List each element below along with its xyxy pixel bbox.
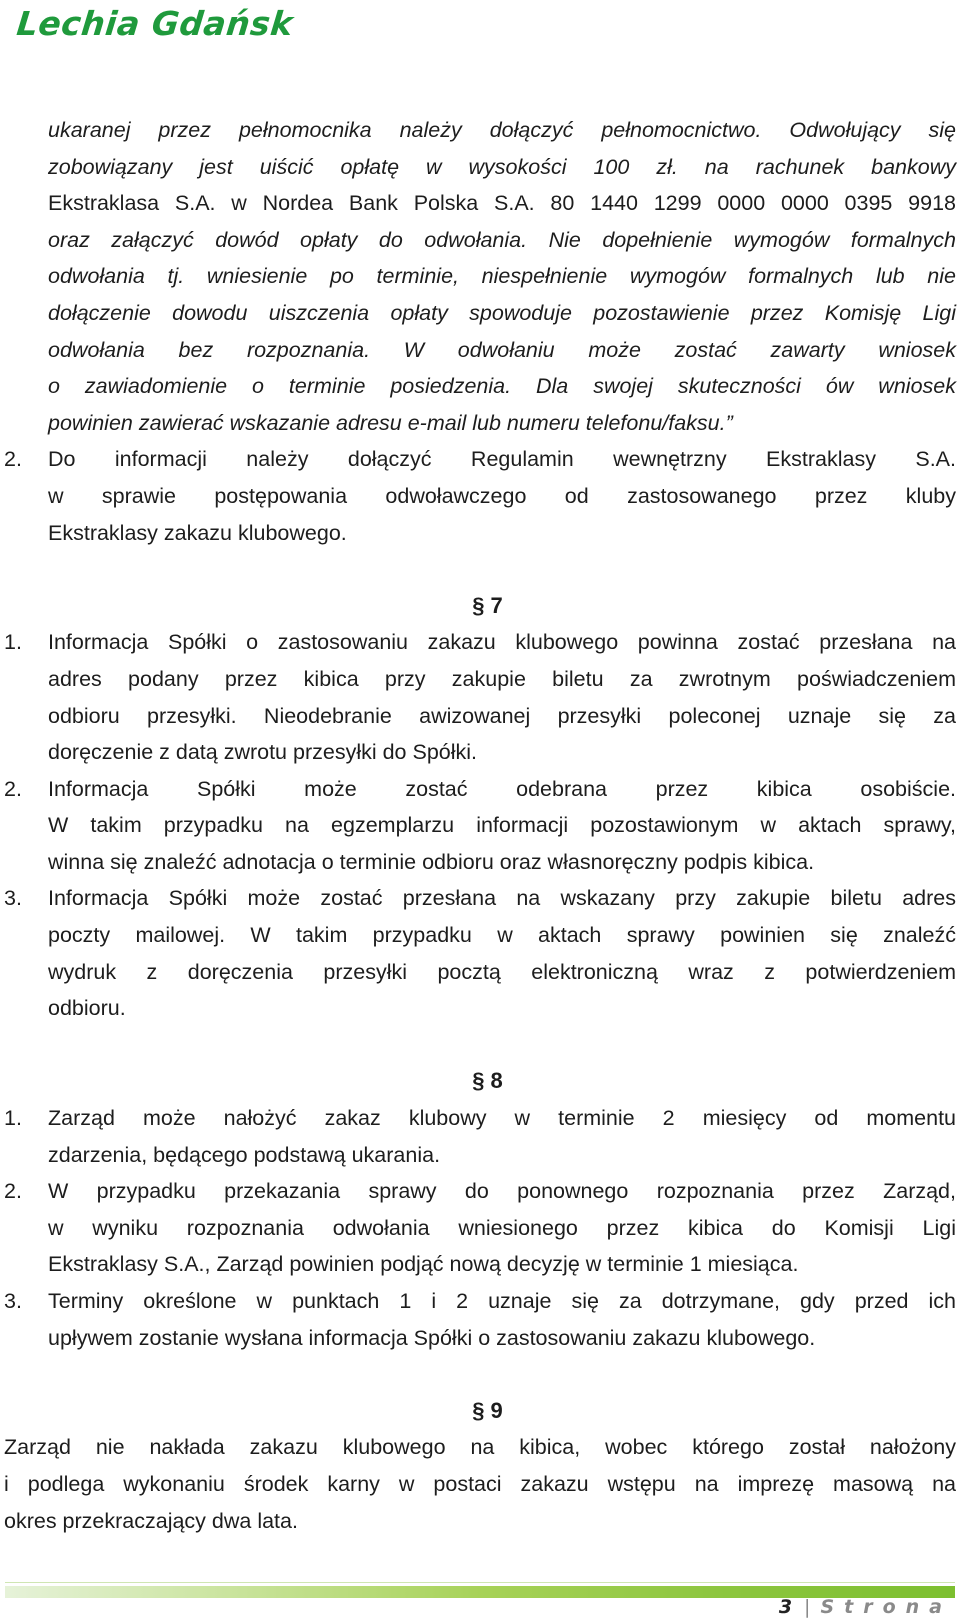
list-item: 2. Informacja Spółki może zostać odebrana przez kibica osobiście. — [0, 771, 960, 808]
paragraph-line: i podlega wykonaniu środek karny w postaci zakazu wstępu na imprezę masową na — [4, 1471, 956, 1496]
list-number: 2. — [4, 776, 22, 801]
paragraph-line: odwołania tj. wniesienie po terminie, niespełnienie wymogów formalnych lub nie — [48, 264, 956, 289]
section-heading-9: § 9 — [472, 1397, 503, 1423]
paragraph-line: oraz załączyć dowód opłaty do odwołania. Nie dopełnienie wymogów formalnych — [48, 227, 956, 252]
paragraph-line: Ekstraklasa S.A. w Nordea Bank Polska S.A. 80 1440 1299 0000 0000 0395 9918 — [48, 191, 956, 216]
footer-divider — [5, 1582, 955, 1583]
paragraph-line: poczty mailowej. W takim przypadku w aktach sprawy powinien się znaleźć — [48, 923, 956, 948]
list-item: 1. Informacja Spółki o zastosowaniu zakazu klubowego powinna zostać przesłana na — [0, 624, 960, 661]
paragraph-line: odbioru przesyłki. Nieodebranie awizowanej przesyłki poleconej uznaje się za — [48, 703, 956, 728]
paragraph-line: adres podany przez kibica przy zakupie biletu za zwrotnym poświadczeniem — [48, 666, 956, 691]
section-heading-8: § 8 — [472, 1068, 503, 1094]
paragraph-line: okres przekraczający dwa lata. — [4, 1508, 298, 1533]
paragraph-line: zdarzenia, będącego podstawą ukarania. — [48, 1142, 441, 1167]
paragraph-line: ukaranej przez pełnomocnika należy dołączyć pełnomocnictwo. Odwołujący się — [48, 118, 956, 142]
list-item: 1. Zarząd może nałożyć zakaz klubowy w terminie 2 miesięcy od momentu — [0, 1100, 960, 1137]
paragraph-line: zobowiązany jest uiścić opłatę w wysokości 100 zł. na rachunek bankowy — [48, 154, 956, 179]
page-footer — [779, 1596, 952, 1618]
paragraph-line: o zawiadomienie o terminie posiedzenia. Dla swojej skuteczności ów wniosek — [48, 374, 956, 399]
list-number: 3. — [4, 1289, 22, 1313]
paragraph-line: odbioru. — [48, 996, 126, 1021]
list-item: 3. Terminy określone w punktach 1 i 2 uznaje się za dotrzymane, gdy przed ich — [0, 1283, 960, 1320]
paragraph-line: wydruk z doręczenia przesyłki pocztą elektroniczną wraz z potwierdzeniem — [48, 959, 956, 984]
paragraph-line: Ekstraklasy S.A., Zarząd powinien podjąć nową decyzję w terminie 1 miesiąca. — [48, 1252, 799, 1277]
paragraph-line: upływem zostanie wysłana informacja Spółki o zastosowaniu zakazu klubowego. — [48, 1325, 816, 1350]
paragraph-line: Ekstraklasy zakazu klubowego. — [48, 520, 347, 545]
page-number: 3 — [778, 1596, 793, 1618]
lechia-gdansk-logo: Lechia Gdańsk — [14, 4, 296, 43]
list-item: 2. Do informacji należy dołączyć Regulamin wewnętrzny Ekstraklasy S.A. — [0, 441, 960, 478]
section-heading-7: § 7 — [472, 592, 503, 618]
list-number: 2. — [4, 1179, 22, 1204]
document-body — [0, 112, 960, 1539]
paragraph-line: Zarząd nie nakłada zakazu klubowego na kibica, wobec którego został nałożony — [4, 1435, 956, 1460]
list-item: 3. Informacja Spółki może zostać przesłana na wskazany przy zakupie biletu adres — [0, 880, 960, 917]
paragraph-line: powinien zawierać wskazanie adresu e-mail lub numeru telefonu/faksu.” — [48, 410, 733, 435]
list-number: 2. — [4, 447, 22, 472]
list-number: 1. — [4, 630, 22, 655]
paragraph-line: w wyniku rozpoznania odwołania wniesionego przez kibica do Komisji Ligi — [48, 1215, 956, 1240]
footer-separator: | — [804, 1596, 811, 1618]
paragraph-line: W takim przypadku na egzemplarzu informacji pozostawionym w aktach sprawy, — [48, 813, 956, 838]
list-number: 1. — [4, 1106, 22, 1131]
list-item: 2. W przypadku przekazania sprawy do ponownego rozpoznania przez Zarząd, — [0, 1173, 960, 1210]
paragraph-line: dołączenie dowodu uiszczenia opłaty spowoduje pozostawienie przez Komisję Ligi — [48, 300, 956, 325]
paragraph-line: w sprawie postępowania odwoławczego od zastosowanego przez kluby — [48, 483, 956, 508]
paragraph-line: odwołania bez rozpoznania. W odwołaniu może zostać zawarty wniosek — [48, 337, 956, 362]
page-label: Strona — [820, 1596, 952, 1618]
paragraph-line: doręczenie z datą zwrotu przesyłki do Spółki. — [48, 740, 478, 765]
paragraph-line: winna się znaleźć adnotacja o terminie odbioru oraz własnoręczny podpis kibica. — [48, 849, 815, 874]
list-number: 3. — [4, 886, 22, 911]
